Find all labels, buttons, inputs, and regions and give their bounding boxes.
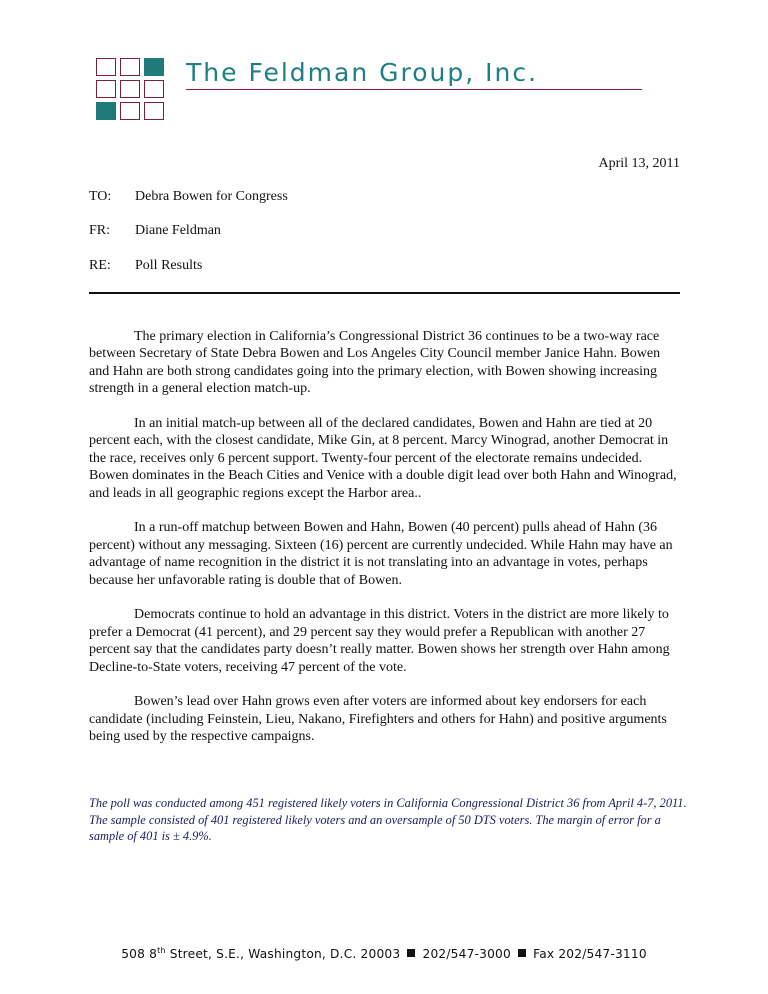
memo-re-value: Poll Results [135,258,203,273]
body-paragraph: The primary election in California’s Congressional District 36 continues to be a two-way race between Secretary of State Debra Bowen and Los Angeles City Council member Janice Hahn. Bowen and Hahn are both strong candidates going into the primary election, with Bowen showing increasing strength in a general election match-up. [89,329,661,397]
footer-address [0,946,768,961]
footer-ordinal: th [157,946,166,955]
body-paragraph: Democrats continue to hold an advantage in this district. Voters in the district are more likely to prefer a Democrat (41 percent), and 29 percent say they would prefer a Republican with another 27 percent say that the candidates party doesn’t really matter. Bowen shows her strength over Hahn among Decline-to-State voters, receiving 47 percent of the vote. [89,607,670,675]
memo-to-value: Debra Bowen for Congress [135,189,288,204]
logo-square [120,80,140,98]
footer-fax: Fax 202/547-3110 [533,947,647,962]
methodology-note: The poll was conducted among 451 registered likely voters in California Congressional District 36 from April 4-7, 2011. The sample consisted of 401 registered likely voters and an oversample of 50 DTS voters. The margin of error for a sample of 401 is ± 4.9%. [89,796,687,843]
header-divider [89,292,680,294]
company-logo [96,58,164,122]
logo-square [120,102,140,120]
memo-re-label: RE: [89,258,111,273]
square-bullet-icon [518,949,526,957]
memo-to-row [89,189,288,205]
square-bullet-icon [407,949,415,957]
body-paragraph: In a run-off matchup between Bowen and Hahn, Bowen (40 percent) pulls ahead of Hahn (36 percent) without any messaging. Sixteen (16) percent are currently undecided. While Hahn may have an advantage of name recognition in the district it is not translating into an advantage in votes, perhaps because her unfavorable rating is double that of Bowen. [89,520,673,588]
memo-from-label: FR: [89,223,111,238]
letterhead-rule [186,89,642,90]
logo-square [96,58,116,76]
body-paragraph: Bowen’s lead over Hahn grows even after voters are informed about key endorsers for each candidate (including Feinstein, Lieu, Nakano, Firefighters and others for Hahn) and positive arguments being used by the respective campaigns. [89,694,667,745]
memo-from-row [89,223,221,239]
footer-phone: 202/547-3000 [422,947,511,962]
logo-square [144,80,164,98]
memo-to-label: TO: [89,189,112,204]
company-name: The Feldman Group, Inc. [186,58,539,87]
memo-date: April 13, 2011 [598,156,680,171]
footer-street-number: 508 8 [121,947,158,962]
memo-from-value: Diane Feldman [135,223,221,238]
footer-street: Street, S.E., Washington, D.C. 20003 [165,947,401,962]
logo-square [144,102,164,120]
memo-body [89,328,680,763]
memo-re-row [89,258,202,274]
body-paragraph: In an initial match-up between all of the declared candidates, Bowen and Hahn are tied at 20 percent each, with the closest candidate, Mike Gin, at 8 percent. Marcy Winograd, another Democrat in the race, receives only 6 percent support. Twenty-four percent of the electorate remains undecided. Bowen dominates in the Beach Cities and Venice with a double digit lead over both Hahn and Winograd, and leads in all geographic regions except the Harbor area.. [89,416,677,501]
logo-square [96,102,116,120]
logo-square [120,58,140,76]
logo-square [144,58,164,76]
logo-square [96,80,116,98]
